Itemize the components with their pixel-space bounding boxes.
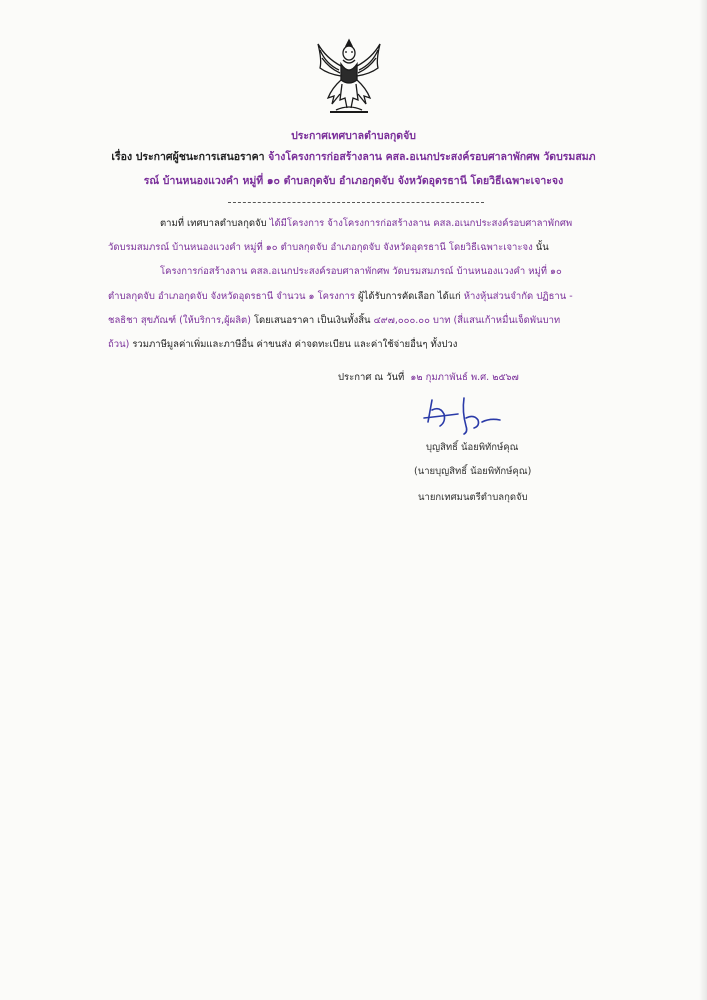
subject-line-1 [0,148,707,165]
body-p2-amount: ๔๙๗,๐๐๐.๐๐ บาท (สี่แสนเก้าหมื่นเจ็ดพันบาท [370,315,561,326]
signer-title: นายกเทศมนตรีตำบลกุดจับ [418,492,528,503]
subject-prefix: เรื่อง ประกาศผู้ชนะการเสนอราคา [111,151,265,163]
body-p2-line3 [108,313,560,328]
body-p2-line1: โครงการก่อสร้างลาน คสล.อเนกประสงค์รอบศาลาพักศพ วัดบรมสมภรณ์ บ้านหนองแวงคำ หมู่ที่ ๑๐ [160,266,562,277]
handwritten-signature [418,392,508,438]
body-p1-end: นั้น [532,242,549,253]
header-divider [228,202,484,203]
body-p2-selected: ผู้ได้รับการคัดเลือก ได้แก่ [354,291,461,302]
body-p1-line2 [108,240,549,255]
org-title: ประกาศเทศบาลตำบลกุดจับ [291,130,416,142]
body-p1-line1 [160,216,572,231]
date-prefix: ประกาศ ณ วันที่ [338,372,405,383]
body-p2-company: ห้างหุ้นส่วนจำกัด ปฏิธาน - [460,291,573,302]
body-p2-offer: โดยเสนอราคา เป็นเงินทั้งสิ้น [250,315,371,326]
garuda-emblem-icon [312,36,386,116]
body-p2-tax-note: รวมภาษีมูลค่าเพิ่มและภาษีอื่น ค่าขนส่ง ค่าจดทะเบียน และค่าใช้จ่ายอื่นๆ ทั้งปวง [129,339,458,350]
body-p2-company-cont: ชลธิชา สุขภัณฑ์ (ให้บริการ,ผู้ผลิต) [108,315,251,326]
body-p2-location: ตำบลกุดจับ อำเภอกุดจับ จังหวัดอุดรธานี จำนวน ๑ โครงการ [108,291,355,302]
body-p2-amount-end: ถ้วน) [108,339,130,350]
announce-date [338,370,519,385]
body-p1-project: ได้มีโครงการ จ้างโครงการก่อสร้างลาน คสล.อเนกประสงค์รอบศาลาพักศพ [266,218,573,229]
signer-name: บุญสิทธิ์ น้อยพิทักษ์คุณ [426,442,519,453]
subject-line-2: รณ์ บ้านหนองแวงคำ หมู่ที่ ๑๐ ตำบลกุดจับ อำเภอกุดจับ จังหวัดอุดรธานี โดยวิธีเฉพาะเจาะจง [143,175,564,187]
subject-rest: จ้างโครงการก่อสร้างลาน คสล.อเนกประสงค์รอบศาลาพักศพ วัดบรมสมภ [268,151,596,163]
body-p2-line4 [108,337,457,352]
body-p1-location: วัดบรมสมภรณ์ บ้านหนองแวงคำ หมู่ที่ ๑๐ ตำบลกุดจับ อำเภอกุดจับ จังหวัดอุดรธานี โดยวิธีเฉพาะเจาะจง [108,242,533,253]
date-value: ๑๒ กุมภาพันธ์ พ.ศ. ๒๕๖๗ [410,372,519,383]
signer-full-name: (นายบุญสิทธิ์ น้อยพิทักษ์คุณ) [414,466,532,477]
body-p1-lead: ตามที่ เทศบาลตำบลกุดจับ [160,218,267,229]
body-p2-line2 [108,289,573,304]
